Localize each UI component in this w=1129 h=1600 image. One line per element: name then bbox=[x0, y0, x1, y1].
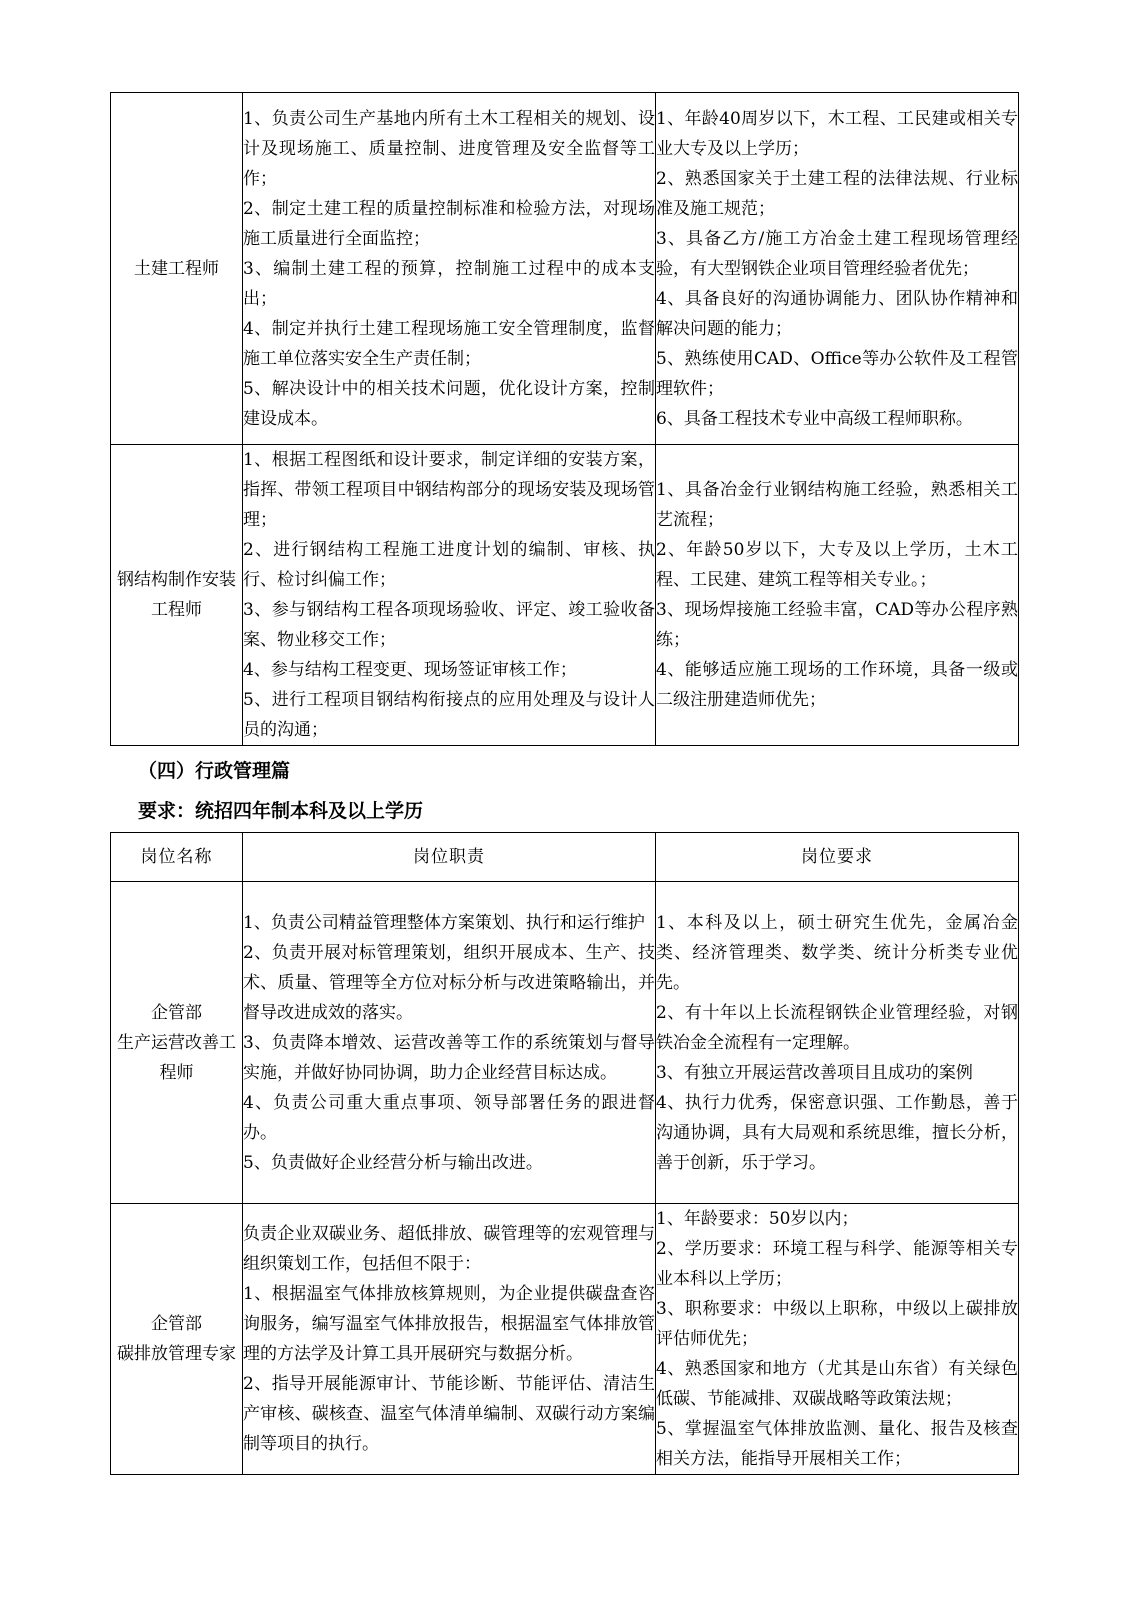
position-department: 企管部 bbox=[151, 1002, 202, 1023]
list-item: 5、熟练使用CAD、Office等办公软件及工程管理软件； bbox=[656, 348, 1018, 399]
list-item: 1、根据工程图纸和设计要求，制定详细的安装方案，指挥、带领工程项目中钢结构部分的现场安装及现场管理； bbox=[243, 450, 655, 530]
table-row bbox=[111, 882, 1019, 1204]
list-item: 2、年龄50岁以下，大专及以上学历，土木工程、工民建、建筑工程等相关专业。； bbox=[656, 540, 1018, 590]
list-item: 4、制定并执行土建工程现场施工安全管理制度，监督施工单位落实安全生产责任制； bbox=[243, 318, 655, 369]
table-header-row bbox=[111, 833, 1019, 882]
column-header: 岗位职责 bbox=[243, 833, 656, 882]
list-item: 4、负责公司重大重点事项、领导部署任务的跟进督办。 bbox=[243, 1092, 655, 1143]
list-item: 4、能够适应施工现场的工作环境，具备一级或二级注册建造师优先； bbox=[656, 660, 1018, 710]
requirements-cell bbox=[656, 882, 1019, 1204]
column-header: 岗位名称 bbox=[111, 833, 243, 882]
list-item: 1、负责公司精益管理整体方案策划、执行和运行维护 bbox=[243, 912, 645, 933]
list-item: 4、具备良好的沟通协调能力、团队协作精神和解决问题的能力； bbox=[656, 288, 1018, 339]
list-item: 3、现场焊接施工经验丰富，CAD等办公程序熟练； bbox=[656, 600, 1018, 650]
position-title: 生产运营改善工程师 bbox=[117, 1032, 236, 1083]
list-item: 2、进行钢结构工程施工进度计划的编制、审核、执行、检讨纠偏工作； bbox=[243, 540, 655, 590]
list-item: 6、具备工程技术专业中高级工程师职称。 bbox=[656, 408, 973, 429]
list-item: 1、年龄要求：50岁以内； bbox=[656, 1209, 859, 1229]
section-title: （四）行政管理篇 bbox=[138, 760, 291, 782]
list-item: 1、根据温室气体排放核算规则，为企业提供碳盘查咨询服务，编写温室气体排放报告，根据温室气体排放管理的方法学及计算工具开展研究与数据分析。 bbox=[243, 1284, 655, 1364]
duties-cell bbox=[243, 882, 656, 1204]
list-item: 2、有十年以上长流程钢铁企业管理经验，对钢铁冶金全流程有一定理解。 bbox=[656, 1002, 1018, 1053]
position-name: 土建工程师 bbox=[111, 93, 243, 445]
list-item: 5、解决设计中的相关技术问题，优化设计方案，控制建设成本。 bbox=[243, 378, 655, 429]
list-item: 2、负责开展对标管理策划，组织开展成本、生产、技术、质量、管理等全方位对标分析与改进策略输出，并督导改进成效的落实。 bbox=[243, 942, 655, 1023]
list-item: 4、参与结构工程变更、现场签证审核工作； bbox=[243, 660, 577, 680]
list-item: 3、具备乙方/施工方冶金土建工程现场管理经验，有大型钢铁企业项目管理经验者优先； bbox=[656, 228, 1018, 279]
duties-cell bbox=[243, 1204, 656, 1475]
requirements-cell bbox=[656, 1204, 1019, 1475]
duties-cell bbox=[243, 93, 656, 445]
list-item: 1、年龄40周岁以下，木工程、工民建或相关专业大专及以上学历； bbox=[656, 108, 1018, 159]
section-requirement: 要求：统招四年制本科及以上学历 bbox=[138, 800, 424, 822]
position-department: 企管部 bbox=[151, 1314, 202, 1334]
position-name bbox=[111, 882, 243, 1204]
requirements-cell bbox=[656, 445, 1019, 746]
list-item: 4、执行力优秀，保密意识强、工作勤恳，善于沟通协调，具有大局观和系统思维，擅长分析，善于创新，乐于学习。 bbox=[656, 1092, 1018, 1173]
column-header: 岗位要求 bbox=[656, 833, 1019, 882]
list-item: 2、学历要求：环境工程与科学、能源等相关专业本科以上学历； bbox=[656, 1239, 1018, 1289]
list-item: 4、熟悉国家和地方（尤其是山东省）有关绿色低碳、节能减排、双碳战略等政策法规； bbox=[656, 1359, 1018, 1409]
list-item: 3、参与钢结构工程各项现场验收、评定、竣工验收备案、物业移交工作； bbox=[243, 600, 655, 650]
duties-cell bbox=[243, 445, 656, 746]
list-item: 3、职称要求：中级以上职称，中级以上碳排放评估师优先； bbox=[656, 1299, 1018, 1349]
list-item: 5、负责做好企业经营分析与输出改进。 bbox=[243, 1152, 543, 1173]
list-item: 5、进行工程项目钢结构衔接点的应用处理及与设计人员的沟通； bbox=[243, 690, 655, 740]
list-item: 2、熟悉国家关于土建工程的法律法规、行业标准及施工规范； bbox=[656, 168, 1018, 219]
list-item: 负责企业双碳业务、超低排放、碳管理等的宏观管理与组织策划工作，包括但不限于： bbox=[243, 1224, 655, 1274]
list-item: 1、负责公司生产基地内所有土木工程相关的规划、设计及现场施工、质量控制、进度管理及安全监督等工作； bbox=[243, 108, 655, 189]
list-item: 5、掌握温室气体排放监测、量化、报告及核查相关方法，能指导开展相关工作； bbox=[656, 1419, 1018, 1469]
table-row bbox=[111, 1204, 1019, 1475]
requirements-cell bbox=[656, 93, 1019, 445]
list-item: 3、有独立开展运营改善项目且成功的案例 bbox=[656, 1062, 973, 1083]
list-item: 3、负责降本增效、运营改善等工作的系统策划与督导实施，并做好协同协调，助力企业经营目标达成。 bbox=[243, 1032, 655, 1083]
list-item: 1、本科及以上，硕士研究生优先，金属冶金类、经济管理类、数学类、统计分析类专业优先。 bbox=[656, 912, 1018, 993]
list-item: 3、编制土建工程的预算，控制施工过程中的成本支出； bbox=[243, 258, 655, 309]
table-row bbox=[111, 93, 1019, 445]
position-name: 钢结构制作安装工程师 bbox=[111, 445, 243, 746]
list-item: 2、指导开展能源审计、节能诊断、节能评估、清洁生产审核、碳核查、温室气体清单编制、双碳行动方案编制等项目的执行。 bbox=[243, 1374, 655, 1454]
list-item: 1、具备冶金行业钢结构施工经验，熟悉相关工艺流程； bbox=[656, 480, 1018, 530]
position-name bbox=[111, 1204, 243, 1475]
job-table bbox=[110, 832, 1019, 1475]
list-item: 2、制定土建工程的质量控制标准和检验方法，对现场施工质量进行全面监控； bbox=[243, 198, 655, 249]
position-title: 碳排放管理专家 bbox=[117, 1344, 236, 1364]
job-table-continued bbox=[110, 92, 1019, 746]
table-row bbox=[111, 445, 1019, 746]
